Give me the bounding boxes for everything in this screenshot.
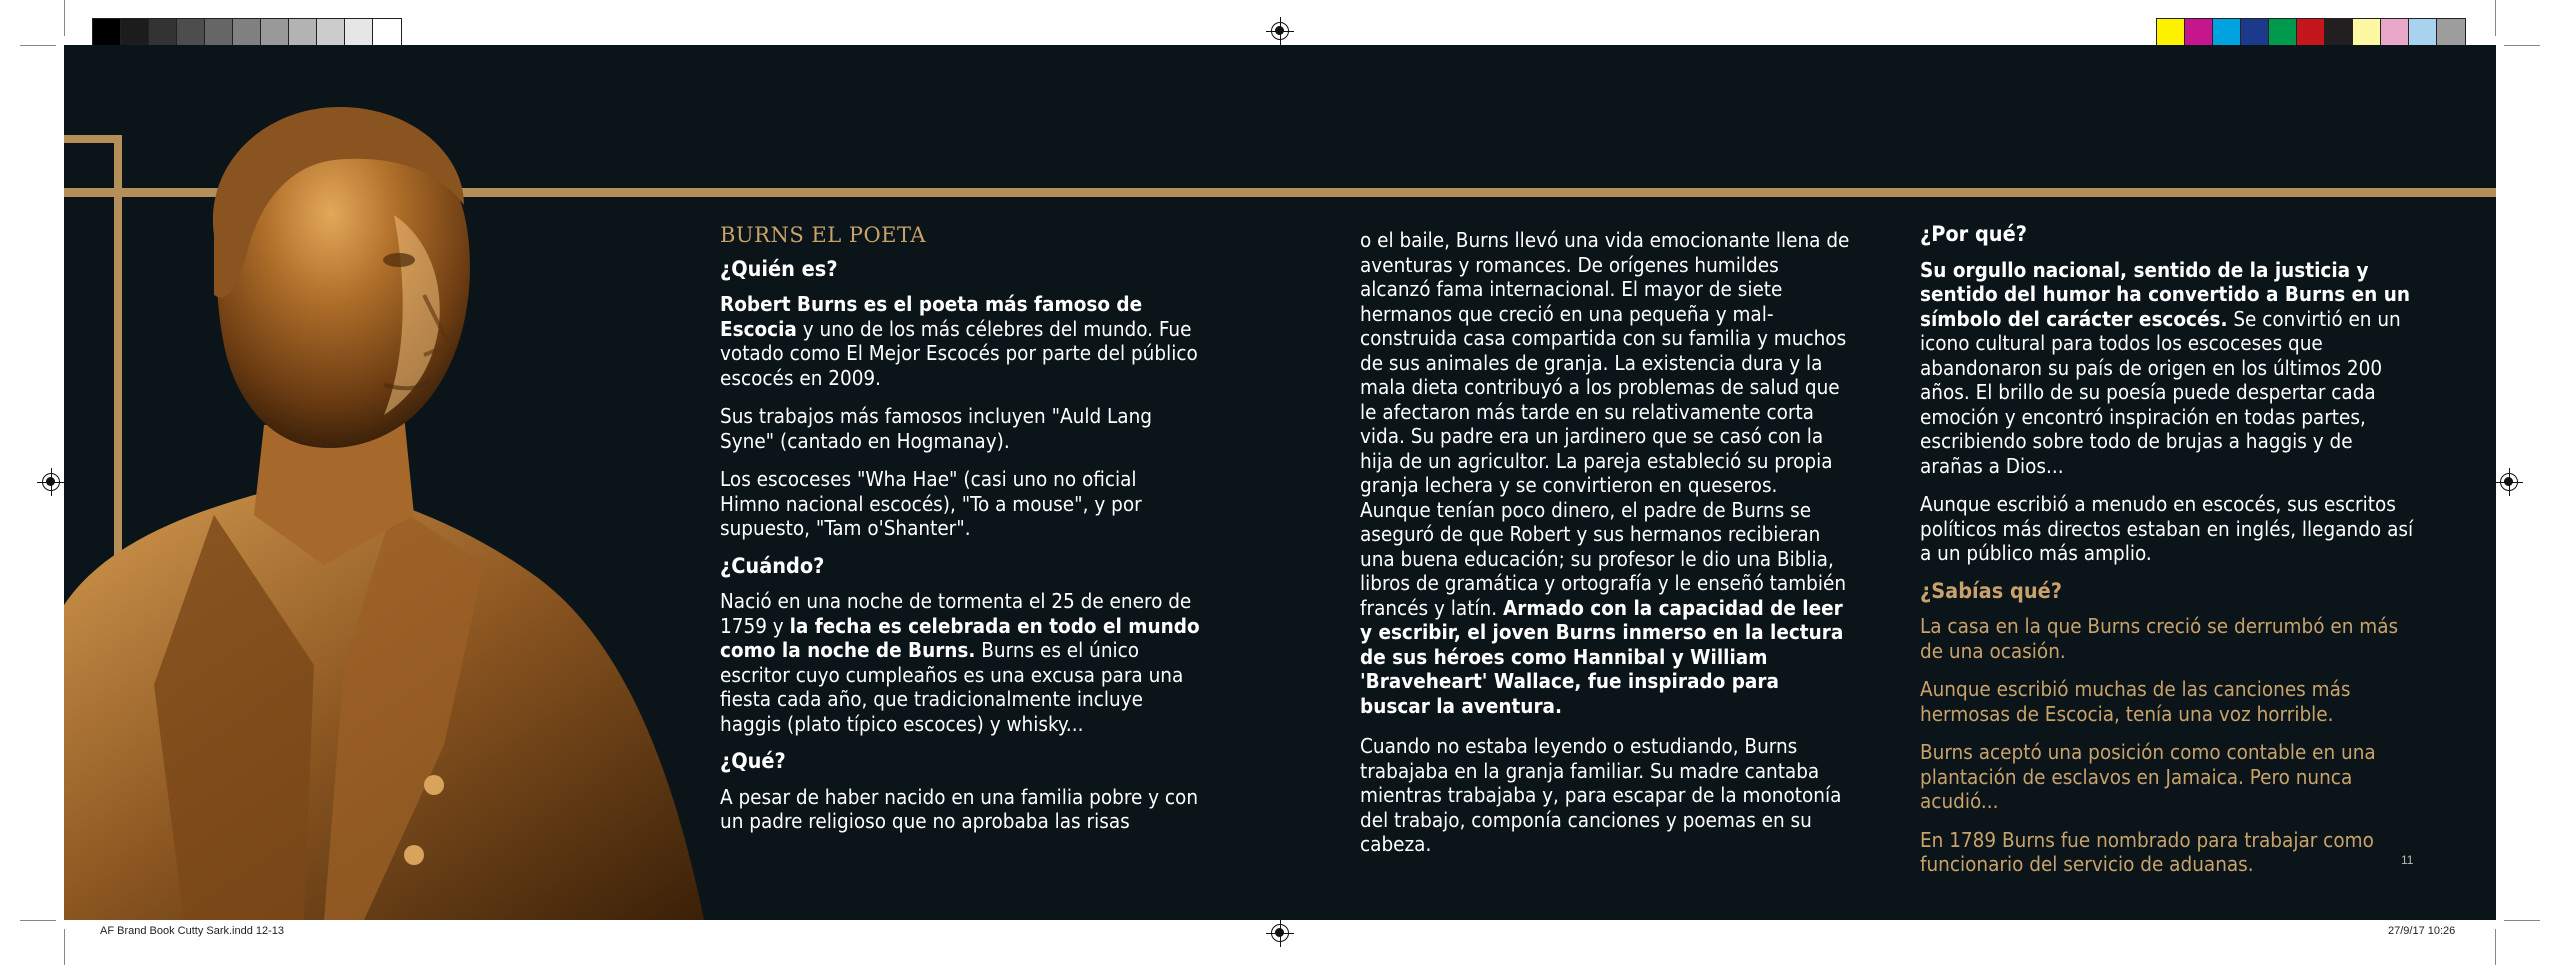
color-swatch	[233, 19, 261, 45]
bold-text: Robert Burns es el poeta más famoso de Escocia	[720, 292, 1143, 341]
color-swatch	[2185, 19, 2213, 45]
heading-what: ¿Qué?	[720, 749, 786, 774]
crop-mark	[2495, 0, 2496, 36]
color-swatch	[2353, 19, 2381, 45]
color-swatch	[149, 19, 177, 45]
crop-mark	[64, 929, 65, 965]
bold-text: la fecha es celebrada en todo el mundo como la noche de Burns.	[720, 613, 1200, 662]
column-life	[1360, 228, 1850, 871]
color-swatch	[205, 19, 233, 45]
fact-item: La casa en la que Burns creció se derrumbó en más de una ocasión.	[1920, 614, 2399, 663]
crop-mark	[20, 920, 56, 921]
color-swatch	[289, 19, 317, 45]
date-slug: 27/9/17 10:26	[2388, 925, 2456, 937]
registration-mark-icon	[2500, 473, 2518, 491]
color-swatch	[317, 19, 345, 45]
burns-statue-image	[64, 45, 704, 920]
color-swatch	[177, 19, 205, 45]
text: Se convirtió en un icono cultural para todos los escoceses que abandonaron su país de origen en los últimos 200 años. El brillo de su poesía puede despertar cada emoción y encontró inspiración en todas partes, escribiendo sobre todo de brujas a haggis y de arañas a Dios...	[1920, 306, 2401, 478]
file-slug: AF Brand Book Cutty Sark.indd 12-13	[100, 925, 285, 937]
heading-who: ¿Quién es?	[720, 256, 838, 282]
bold-text: Armado con la capacidad de leer y escribir, el joven Burns inmerso en la lectura de sus héroes como Hannibal y William 'Braveheart' Wallace, fue inspirado para buscar la aventura.	[1360, 595, 1844, 718]
color-swatch	[2381, 19, 2409, 45]
color-swatch	[2325, 19, 2353, 45]
text: Burns es el único escritor cuyo cumpleaños es una excusa para una fiesta cada año, que tradicionalmente incluye haggis (plato típico escoces) y whisky...	[720, 638, 1184, 736]
paragraph	[720, 292, 1200, 390]
column-intro	[720, 223, 1200, 848]
registration-mark-icon	[1271, 22, 1289, 40]
crop-mark	[2495, 929, 2496, 965]
paragraph: Aunque escribió a menudo en escocés, sus escritos políticos más directos estaban en inglés, llegando así a un público más amplio.	[1920, 492, 2414, 565]
crop-mark	[20, 45, 56, 46]
column-why	[1920, 223, 2420, 891]
bold-text: Su orgullo nacional, sentido de la justicia y sentido del humor ha convertido a Burns en un símbolo del carácter escocés.	[1920, 257, 2410, 331]
grayscale-color-bar	[92, 18, 402, 46]
section-title: BURNS EL POETA	[720, 223, 927, 247]
color-swatch	[121, 19, 149, 45]
color-swatch	[2409, 19, 2437, 45]
page-number: 11	[2401, 853, 2414, 867]
color-swatch	[373, 19, 401, 45]
spread-page	[64, 45, 2496, 920]
fact-item: Burns aceptó una posición como contable en una plantación de esclavos en Jamaica. Pero nunca acudió...	[1920, 740, 2376, 813]
text: Nació en una noche de tormenta el 25 de enero de 1759 y	[720, 589, 1192, 638]
color-swatch	[261, 19, 289, 45]
text: y uno de los más célebres del mundo. Fue votado como El Mejor Escocés por parte del público escocés en 2009.	[720, 316, 1198, 390]
paragraph: A pesar de haber nacido en una familia pobre y con un padre religioso que no aprobaba las risas	[720, 784, 1199, 833]
color-swatch	[2157, 19, 2185, 45]
heading-when: ¿Cuándo?	[720, 553, 825, 579]
paragraph	[1920, 258, 2420, 479]
color-swatch	[93, 19, 121, 45]
color-swatch	[2269, 19, 2297, 45]
paragraph: Sus trabajos más famosos incluyen "Auld Lang Syne" (cantado en Hogmanay).	[720, 404, 1153, 453]
text: o el baile, Burns llevó una vida emocionante llena de aventuras y romances. De orígenes humildes alcanzó fama internacional. El mayor de siete hermanos que creció en una pequeña y mal-construida casa compartida con su familia y muchos de sus animales de granja. La existencia dura y la mala dieta contribuyó a los problemas de salud que le afectaron más tarde en su relativamente corta vida. Su padre era un jardinero que se casó con la hija de un agricultor. La pareja estableció su propia granja lechera y se convirtieron en queseros. Aunque tenían poco dinero, el padre de Burns se aseguró de que Robert y sus hermanos recibieran una buena educación; su profesor le dio una Biblia, libros de gramática y ortografía y le enseñó también francés y latín.	[1360, 228, 1850, 620]
color-swatch	[2213, 19, 2241, 45]
paragraph: Los escoceses "Wha Hae" (casi uno no oficial Himno nacional escocés), "To a mouse", y por supuesto, "Tam o'Shanter".	[720, 467, 1142, 540]
heading-why: ¿Por qué?	[1920, 222, 2027, 247]
fact-item: Aunque escribió muchas de las canciones más hermosas de Escocia, tenía una voz horrible.	[1920, 677, 2351, 726]
heading-did-you-know: ¿Sabías qué?	[1920, 578, 2062, 604]
color-swatch	[2241, 19, 2269, 45]
paragraph	[720, 589, 1200, 736]
color-swatch	[2437, 19, 2465, 45]
paragraph	[1360, 228, 1850, 718]
color-swatch	[345, 19, 373, 45]
crop-mark	[2504, 920, 2540, 921]
fact-item: En 1789 Burns fue nombrado para trabajar como funcionario del servicio de aduanas.	[1920, 827, 2374, 876]
registration-mark-icon	[1271, 924, 1289, 942]
color-swatch	[2297, 19, 2325, 45]
registration-mark-icon	[42, 473, 60, 491]
process-color-bar	[2156, 18, 2466, 46]
crop-mark	[64, 0, 65, 36]
crop-mark	[2504, 45, 2540, 46]
paragraph: Cuando no estaba leyendo o estudiando, Burns trabajaba en la granja familiar. Su madre cantaba mientras trabajaba y, para escapar de la monotonía del trabajo, componía canciones y poemas en su cabeza.	[1360, 734, 1842, 856]
